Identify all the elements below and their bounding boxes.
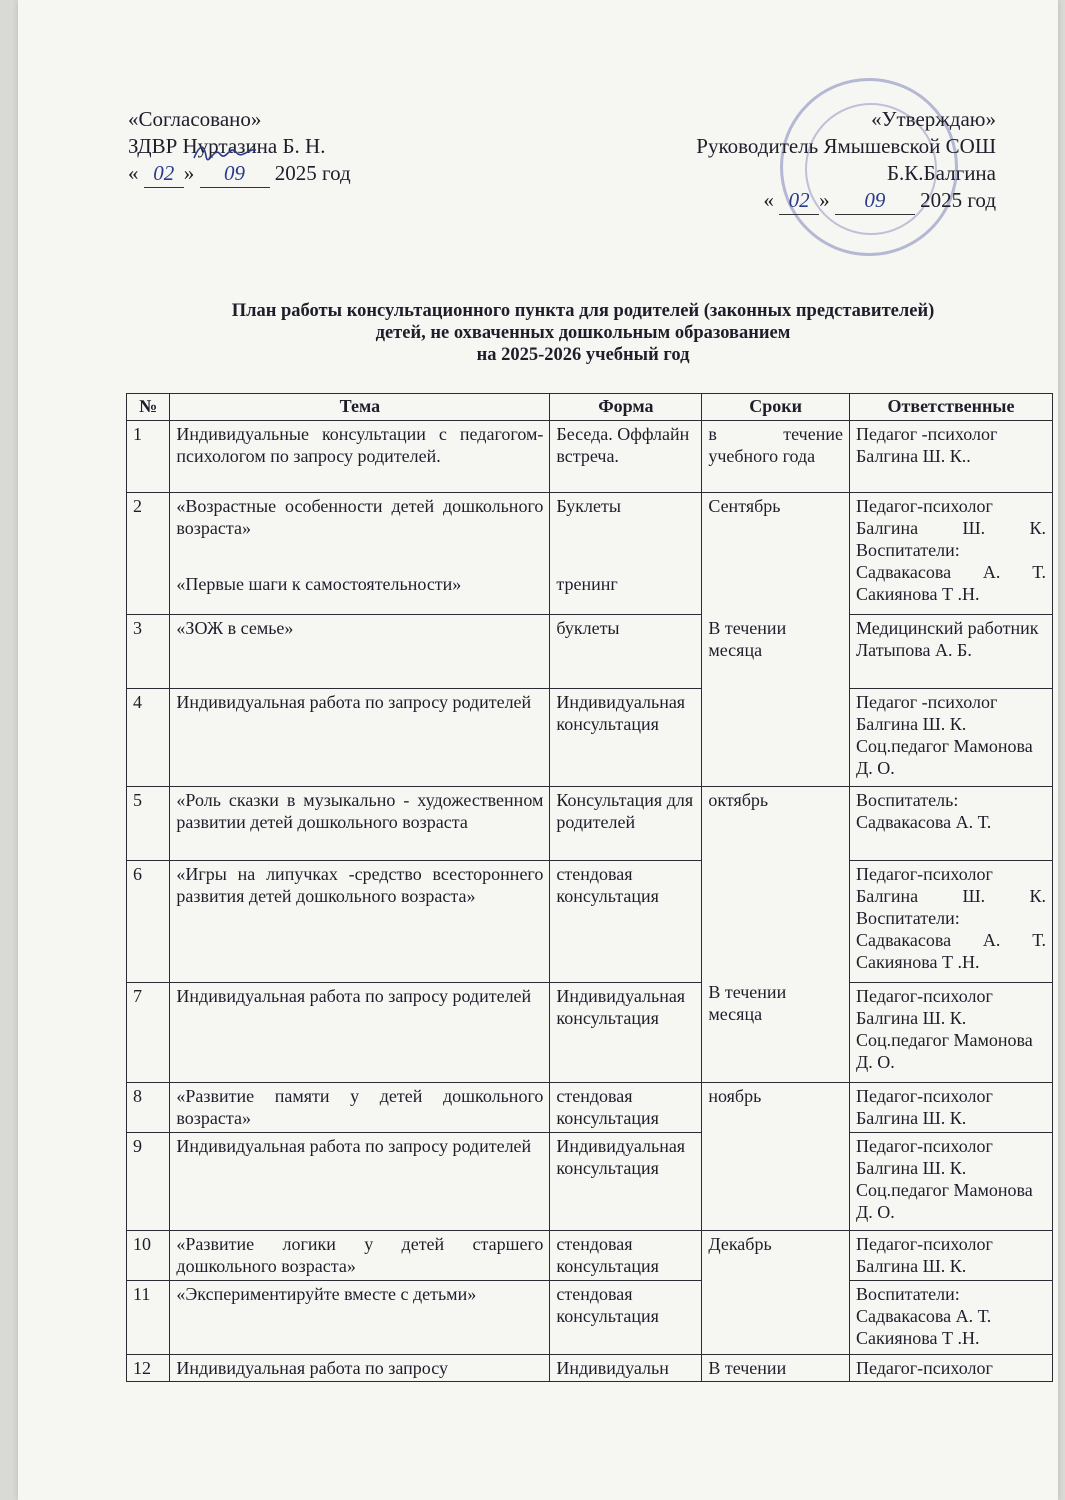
approval-right-date: « 02 » 09 2025 год [618,187,996,215]
plan-table [126,393,1053,1382]
approval-left-day: 02 [144,160,184,188]
table-row: 11 «Экспериментируйте вместе с детьми» стендовая консультация Воспитатели: Садвакасова А. Т. Сакиянова Т .Н. [127,1281,1053,1355]
table-row: 3 «ЗОЖ в семье» буклеты Медицинский работник Латыпова А. Б. [127,615,1053,689]
table-row: 1 Индивидуальные консультации с педагогом-психологом по запросу родителей. Беседа. Оффлайн встреча. в течение учебного года Педагог -психолог Балгина Ш. К.. [127,421,1053,493]
header-number: № [127,394,170,421]
term-october: октябрь В течении месяца [702,787,850,1083]
table-row: 2 «Возрастные особенности детей дошкольного возраста» «Первые шаги к самостоятельности» Буклеты тренинг Сентябрь В течении месяца Педагог-психолог Балгина Ш. К. Воспитатели: Садвакасова А. Т. Сакиянова Т .Н. [127,493,1053,615]
table-row: 5 «Роль сказки в музыкально - художественном развитии детей дошкольного возраста Консультация для родителей октябрь В течении месяца Воспитатель: Садвакасова А. Т. [127,787,1053,861]
term-december: Декабрь [702,1231,850,1355]
document-title: План работы консультационного пункта для родителей (законных представителей) детей, не охваченных дошкольным образованием на 2025-2026 учебный год [231,301,935,365]
term-november: ноябрь [702,1083,850,1231]
term-september: Сентябрь В течении месяца [702,493,850,787]
approval-right-month: 09 [835,187,915,215]
approval-right-day: 02 [779,187,819,215]
table-row: 4 Индивидуальная работа по запросу родителей Индивидуальная консультация Педагог -психолог Балгина Ш. К. Соц.педагог Мамонова Д. О. [127,689,1053,787]
approval-right-signatory: Б.К.Балгина [886,161,996,185]
approval-right-title: «Утверждаю» [871,107,996,131]
document-page [18,0,1058,1500]
approval-right-position: Руководитель Ямышевской СОШ [696,134,996,158]
table-header-row [127,394,1053,421]
approval-left-signatory: ЗДВР Нуртазина Б. Н. [128,134,326,158]
table-row: 7 Индивидуальная работа по запросу родителей Индивидуальная консультация Педагог-психолог Балгина Ш. К. Соц.педагог Мамонова Д. О. [127,983,1053,1083]
header-topic: Тема [170,394,550,421]
table-row: 6 «Игры на липучках -средство всестороннего развития детей дошкольного возраста» стендовая консультация Педагог-психолог Балгина Ш. К. Воспитатели: Садвакасова А. Т. Сакиянова Т .Н. [127,861,1053,983]
approval-left-title: «Согласовано» [128,107,262,131]
table-row: 8 «Развитие памяти у детей дошкольного возраста» стендовая консультация ноябрь Педагог-психолог Балгина Ш. К. [127,1083,1053,1133]
signature-left [190,140,260,164]
header-form: Форма [550,394,702,421]
approval-left-date: « 02 » 09 2025 год [128,160,548,188]
table-row: 10 «Развитие логики у детей старшего дошкольного возраста» стендовая консультация Декабрь Педагог-психолог Балгина Ш. К. [127,1231,1053,1281]
approval-left-month: 09 [200,160,270,188]
table-row: 12 Индивидуальная работа по запросу Индивидуальн В течении Педагог-психолог [127,1355,1053,1382]
header-responsible: Ответственные [849,394,1052,421]
table-row: 9 Индивидуальная работа по запросу родителей Индивидуальная консультация Педагог-психолог Балгина Ш. К. Соц.педагог Мамонова Д. О. [127,1133,1053,1231]
approval-right-block [618,106,996,215]
header-term: Сроки [702,394,850,421]
